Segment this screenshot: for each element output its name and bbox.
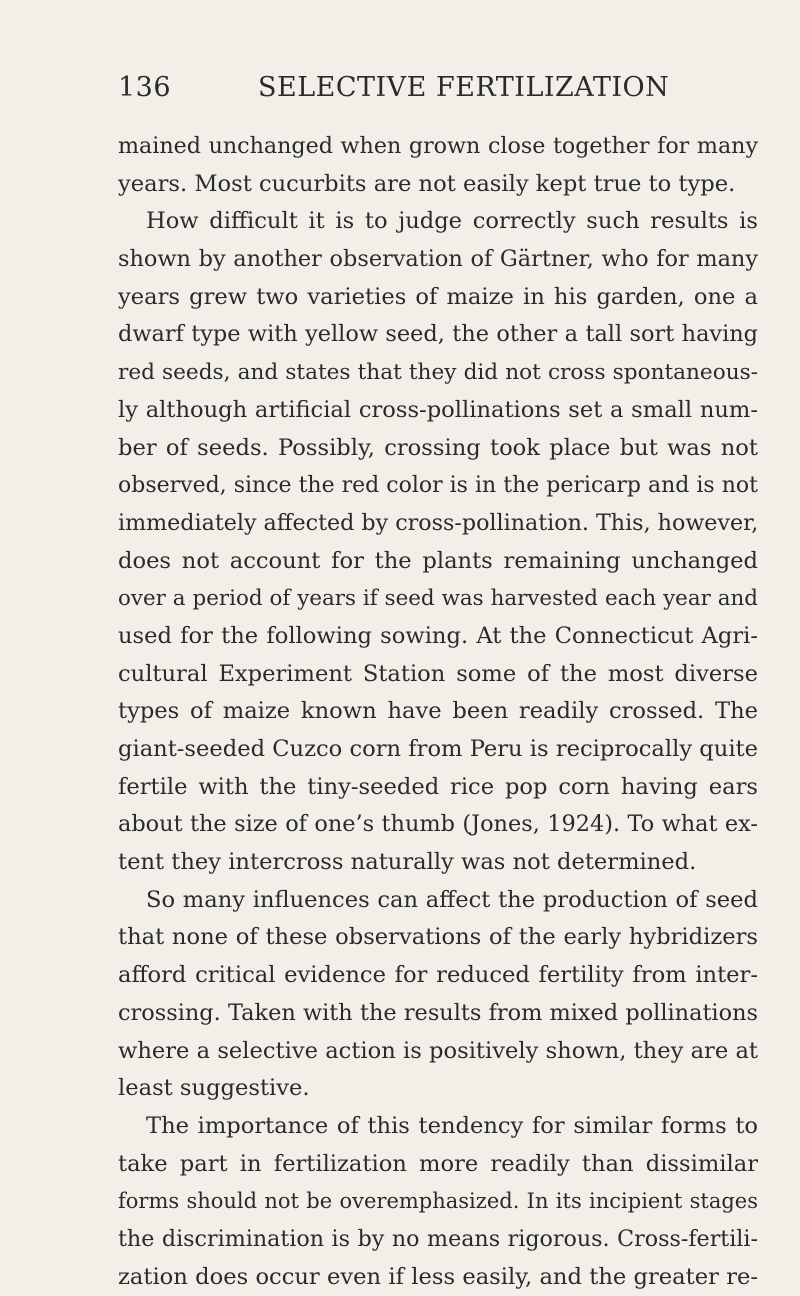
text-line: ber of seeds. Possibly, crossing took place but was not	[118, 434, 758, 461]
text-line: that none of these observations of the early hybridizers	[118, 924, 758, 951]
text-line: dwarf type with yellow seed, the other a tall sort having	[118, 321, 758, 348]
text-line: the discrimination is by no means rigorous. Cross-fertili-	[118, 1225, 758, 1252]
text-line: So many influences can affect the production of seed	[146, 886, 758, 913]
text-line: over a period of years if seed was harvested each year and	[118, 586, 758, 612]
text-line: about the size of one’s thumb (Jones, 1924). To what ex-	[118, 811, 758, 838]
body-text	[118, 128, 758, 1296]
page-number: 136	[118, 72, 172, 103]
text-line: zation does occur even if less easily, and the greater re-	[118, 1263, 758, 1290]
text-line: giant-seeded Cuzco corn from Peru is reciprocally quite	[118, 736, 758, 762]
text-line: tent they intercross naturally was not determined.	[118, 849, 697, 876]
text-line: used for the following sowing. At the Connecticut Agri-	[118, 622, 758, 649]
text-line: afford critical evidence for reduced fertility from inter-	[118, 962, 758, 989]
text-line: red seeds, and states that they did not cross spontaneous-	[118, 360, 758, 386]
text-line: ly although artificial cross-pollinations set a small num-	[118, 396, 758, 423]
text-line: fertile with the tiny-seeded rice pop corn having ears	[118, 773, 758, 800]
text-line: forms should not be overemphasized. In its incipient stages	[118, 1189, 758, 1214]
text-line: cultural Experiment Station some of the most diverse	[118, 660, 758, 687]
text-line: where a selective action is positively shown, they are at	[118, 1037, 758, 1064]
page-header	[118, 68, 758, 108]
text-line: least suggestive.	[118, 1075, 310, 1102]
text-line: crossing. Taken with the results from mixed pollinations	[118, 999, 758, 1026]
text-line: The importance of this tendency for similar forms to	[146, 1112, 758, 1139]
text-line: immediately affected by cross-pollination. This, however,	[118, 509, 758, 536]
running-head: SELECTIVE FERTILIZATION	[258, 72, 670, 103]
text-line: How difficult it is to judge correctly such results is	[146, 208, 758, 235]
text-line: mained unchanged when grown close together for many	[118, 133, 758, 159]
text-line: does not account for the plants remaining unchanged	[118, 547, 758, 574]
text-line: take part in fertilization more readily than dissimilar	[118, 1150, 758, 1177]
text-line: years. Most cucurbits are not easily kept true to type.	[118, 170, 736, 197]
text-line: types of maize known have been readily crossed. The	[118, 698, 758, 725]
text-line: shown by another observation of Gärtner, who for many	[118, 246, 758, 273]
text-line: years grew two varieties of maize in his garden, one a	[118, 283, 758, 310]
text-line: observed, since the red color is in the pericarp and is not	[118, 473, 758, 499]
